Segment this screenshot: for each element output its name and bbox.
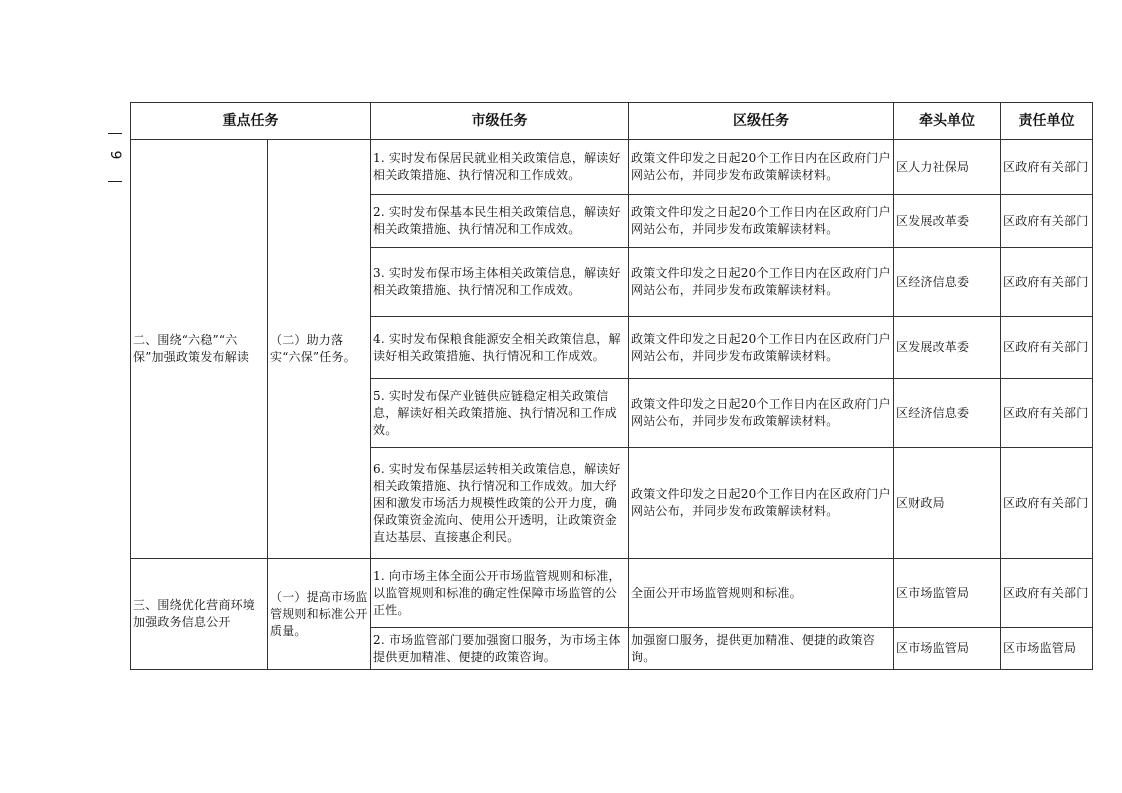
city-task-cell: 4. 实时发布保粮食能源安全相关政策信息，解读好相关政策措施、执行情况和工作成效。 <box>371 317 629 379</box>
header-key-task: 重点任务 <box>131 103 371 140</box>
responsible-unit-cell: 区政府有关部门 <box>1001 317 1093 379</box>
header-lead-unit: 牵头单位 <box>894 103 1001 140</box>
lead-unit-cell: 区市场监管局 <box>894 628 1001 670</box>
responsible-unit-cell: 区政府有关部门 <box>1001 248 1093 317</box>
city-task-cell: 1. 向市场主体全面公开市场监管规则和标准，以监管规则和标准的确定性保障市场监管的公正性。 <box>371 559 629 628</box>
city-task-cell: 3. 实时发布保市场主体相关政策信息，解读好相关政策措施、执行情况和工作成效。 <box>371 248 629 317</box>
page-number-dash-bottom <box>108 181 122 182</box>
district-task-cell: 政策文件印发之日起20个工作日内在区政府门户网站公布，并同步发布政策解读材料。 <box>629 317 894 379</box>
lead-unit-cell: 区财政局 <box>894 448 1001 559</box>
sub-task-cell: （一）提高市场监管规则和标准公开质量。 <box>268 559 371 670</box>
district-task-cell: 加强窗口服务，提供更加精准、便捷的政策咨询。 <box>629 628 894 670</box>
header-district-task: 区级任务 <box>629 103 894 140</box>
lead-unit-cell: 区经济信息委 <box>894 379 1001 448</box>
lead-unit-cell: 区发展改革委 <box>894 317 1001 379</box>
key-task-cell: 三、围绕优化营商环境加强政务信息公开 <box>131 559 268 670</box>
lead-unit-cell: 区人力社保局 <box>894 140 1001 195</box>
city-task-cell: 6. 实时发布保基层运转相关政策信息，解读好相关政策措施、执行情况和工作成效。加大纾困和激发市场活力规模性政策的公开力度，确保政策资金流向、使用公开透明，让政策资金直达基层、直接惠企利民。 <box>371 448 629 559</box>
responsible-unit-cell: 区政府有关部门 <box>1001 195 1093 248</box>
responsible-unit-cell: 区政府有关部门 <box>1001 448 1093 559</box>
district-task-cell: 全面公开市场监管规则和标准。 <box>629 559 894 628</box>
header-responsible-unit: 责任单位 <box>1001 103 1093 140</box>
district-task-cell: 政策文件印发之日起20个工作日内在区政府门户网站公布，并同步发布政策解读材料。 <box>629 195 894 248</box>
responsible-unit-cell: 区市场监管局 <box>1001 628 1093 670</box>
lead-unit-cell: 区经济信息委 <box>894 248 1001 317</box>
table-row <box>131 559 1093 628</box>
table-row <box>131 140 1093 195</box>
city-task-cell: 2. 市场监管部门要加强窗口服务，为市场主体提供更加精准、便捷的政策咨询。 <box>371 628 629 670</box>
page-number <box>104 133 126 185</box>
district-task-cell: 政策文件印发之日起20个工作日内在区政府门户网站公布，并同步发布政策解读材料。 <box>629 140 894 195</box>
responsible-unit-cell: 区政府有关部门 <box>1001 379 1093 448</box>
page-number-dash-top <box>108 133 122 134</box>
city-task-cell: 2. 实时发布保基本民生相关政策信息，解读好相关政策措施、执行情况和工作成效。 <box>371 195 629 248</box>
lead-unit-cell: 区发展改革委 <box>894 195 1001 248</box>
sub-task-cell: （二）助力落实“六保”任务。 <box>268 140 371 559</box>
task-table <box>130 102 1093 670</box>
district-task-cell: 政策文件印发之日起20个工作日内在区政府门户网站公布，并同步发布政策解读材料。 <box>629 248 894 317</box>
responsible-unit-cell: 区政府有关部门 <box>1001 140 1093 195</box>
district-task-cell: 政策文件印发之日起20个工作日内在区政府门户网站公布，并同步发布政策解读材料。 <box>629 448 894 559</box>
city-task-cell: 1. 实时发布保居民就业相关政策信息，解读好相关政策措施、执行情况和工作成效。 <box>371 140 629 195</box>
responsible-unit-cell: 区政府有关部门 <box>1001 559 1093 628</box>
table-header-row <box>131 103 1093 140</box>
page-number-text: 9 <box>107 150 123 160</box>
city-task-cell: 5. 实时发布保产业链供应链稳定相关政策信息，解读好相关政策措施、执行情况和工作成效。 <box>371 379 629 448</box>
key-task-cell: 二、围绕“六稳”“六保”加强政策发布解读 <box>131 140 268 559</box>
header-city-task: 市级任务 <box>371 103 629 140</box>
district-task-cell: 政策文件印发之日起20个工作日内在区政府门户网站公布，并同步发布政策解读材料。 <box>629 379 894 448</box>
lead-unit-cell: 区市场监管局 <box>894 559 1001 628</box>
